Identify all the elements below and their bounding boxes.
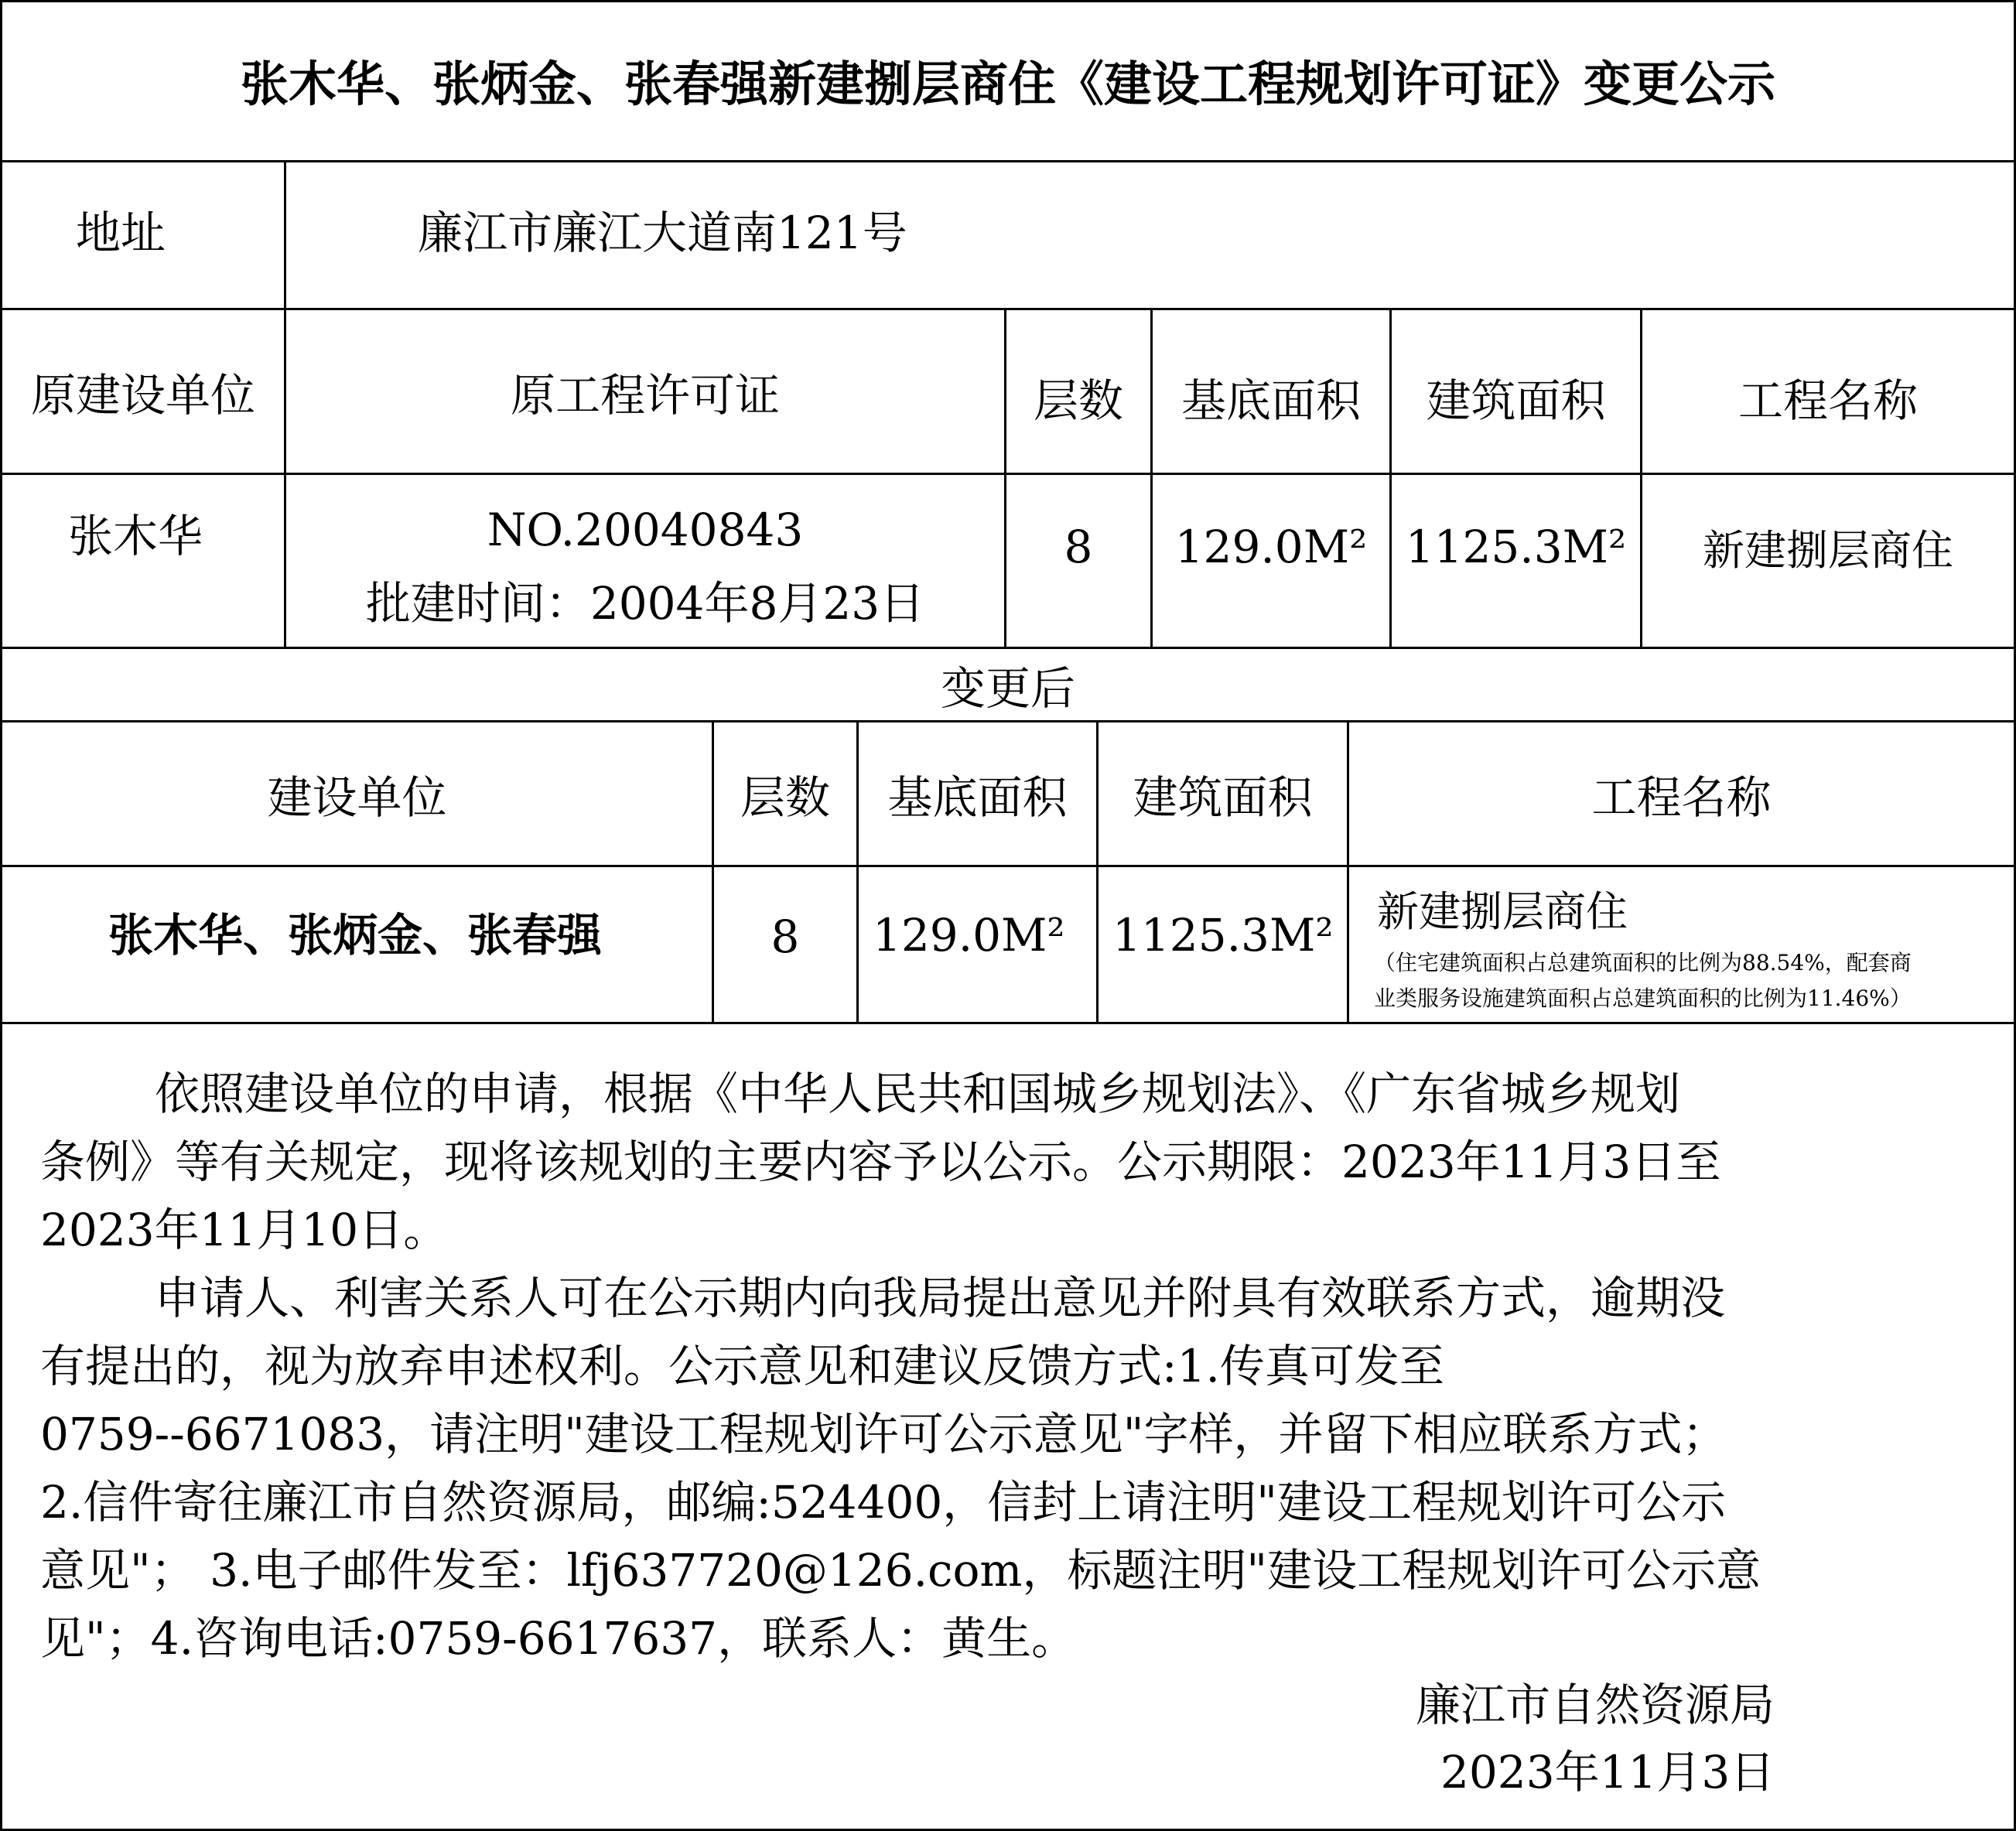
changed-project-note-line1: （住宅建筑面积占总建筑面积的比例为88.54%，配套商 bbox=[1374, 950, 1912, 975]
page-title: 张木华、张炳金、张春强新建捌层商住《建设工程规划许可证》变更公示 bbox=[240, 56, 1775, 112]
notice-line: 见"；4.咨询电话:0759-6617637，联系人：黄生。 bbox=[40, 1612, 1077, 1665]
changed-project-name-cell: 新建捌层商住 bbox=[1377, 887, 1628, 936]
changed-base-area-cell: 129.0M² bbox=[873, 909, 1065, 962]
notice-line: 条例》等有关规定，现将该规划的主要内容予以公示。公示期限：2023年11月3日至 bbox=[40, 1136, 1721, 1188]
notice-line: 依照建设单位的申请，根据《中华人民共和国城乡规划法》、《广东省城乡规划 bbox=[155, 1068, 1681, 1120]
changed-section-label: 变更后 bbox=[940, 662, 1075, 715]
changed-unit-cell: 张木华、张炳金、张春强 bbox=[108, 909, 603, 962]
changed-floors-cell: 8 bbox=[771, 910, 800, 963]
original-building-area-cell: 1125.3M² bbox=[1405, 521, 1627, 573]
notice-line: 0759--6671083，请注明"建设工程规划许可公示意见"字样，并留下相应联系方式； bbox=[40, 1408, 1727, 1460]
original-approval-date: 批建时间：2004年8月23日 bbox=[365, 577, 925, 630]
signature-org: 廉江市自然资源局 bbox=[1416, 1679, 1775, 1731]
notice-line: 申请人、利害关系人可在公示期内向我局提出意见并附具有效联系方式，逾期没 bbox=[155, 1272, 1726, 1324]
rule bbox=[0, 473, 2016, 475]
changed-building-area-header: 建筑面积 bbox=[1133, 771, 1313, 824]
original-base-area-header: 基底面积 bbox=[1181, 374, 1361, 427]
address-label: 地址 bbox=[76, 207, 166, 259]
changed-building-area-cell: 1125.3M² bbox=[1112, 909, 1334, 962]
address-value: 廉江市廉江大道南121号 bbox=[418, 207, 907, 259]
changed-unit-header: 建设单位 bbox=[267, 771, 447, 824]
notice-line: 2023年11月10日。 bbox=[40, 1204, 449, 1256]
notice-line: 有提出的，视为放弃申述权利。公示意见和建议反馈方式:1.传真可发至 bbox=[40, 1340, 1444, 1392]
original-floors-header: 层数 bbox=[1033, 374, 1123, 427]
original-permit-no: NO.20040843 bbox=[487, 504, 804, 556]
original-project-name-cell: 新建捌层商住 bbox=[1703, 525, 1953, 575]
changed-base-area-header: 基底面积 bbox=[887, 771, 1068, 824]
notice-paragraph-1 bbox=[40, 1060, 1720, 1264]
original-floors-cell: 8 bbox=[1064, 521, 1093, 573]
rule bbox=[0, 160, 2016, 162]
original-base-area-cell: 129.0M² bbox=[1174, 521, 1368, 573]
original-unit-cell: 张木华 bbox=[68, 510, 203, 562]
original-building-area-header: 建筑面积 bbox=[1426, 374, 1606, 427]
notice-line: 2.信件寄往廉江市自然资源局，邮编:524400，信封上请注明"建设工程规划许可公示 bbox=[40, 1476, 1726, 1529]
original-project-name-header: 工程名称 bbox=[1738, 374, 1918, 427]
signature-date: 2023年11月3日 bbox=[1440, 1746, 1775, 1799]
changed-project-name-header: 工程名称 bbox=[1591, 771, 1772, 824]
notice-paragraph-2 bbox=[40, 1264, 1761, 1672]
rule bbox=[0, 1022, 2016, 1024]
original-unit-header: 原建设单位 bbox=[30, 369, 255, 422]
rule bbox=[0, 865, 2016, 867]
notice-line: 意见"； 3.电子邮件发至：lfj637720@126.com，标题注明"建设工程规划许可公示意 bbox=[40, 1544, 1761, 1597]
border-left bbox=[0, 0, 2, 1831]
original-permit-header: 原工程许可证 bbox=[510, 369, 780, 422]
changed-floors-header: 层数 bbox=[740, 771, 830, 824]
changed-project-note-line2: 业类服务设施建筑面积占总建筑面积的比例为11.46%） bbox=[1374, 986, 1912, 1011]
